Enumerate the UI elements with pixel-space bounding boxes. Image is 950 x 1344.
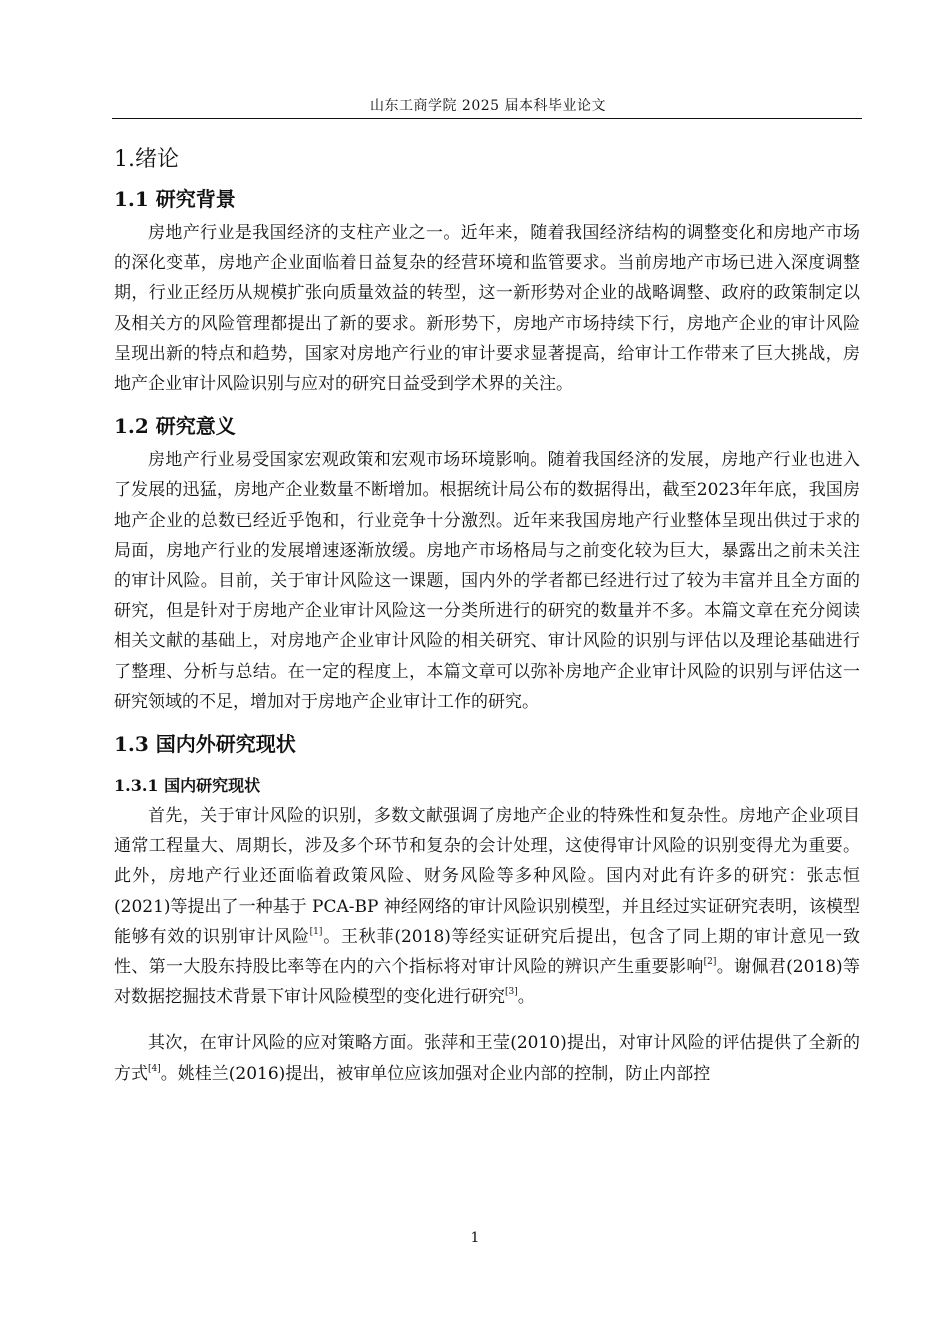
section-1-1-paragraph: 房地产行业是我国经济的支柱产业之一。近年来，随着我国经济结构的调整变化和房地产市场的深化变革，房地产企业面临着日益复杂的经营环境和监管要求。当前房地产市场已进入深度调整期，行业正经历从规模扩张向质量效益的转型，这一新形势对企业的战略调整、政府的政策制定以及相关方的风险管理都提出了新的要求。新形势下，房地产市场持续下行，房地产企业的审计风险呈现出新的特点和趋势，国家对房地产行业的审计要求显著提高，给审计工作带来了巨大挑战，房地产企业审计风险识别与应对的研究日益受到学术界的关注。 <box>114 223 860 395</box>
section-1-3-1-title: 1.3.1 国内研究现状 <box>114 776 261 796</box>
body-content <box>114 140 860 1089</box>
section-1-2-paragraph: 房地产行业易受国家宏观政策和宏观市场环境影响。随着我国经济的发展，房地产行业也进入了发展的迅猛，房地产企业数量不断增加。根据统计局公布的数据得出，截至2023年年底，我国房地产企业的总数已经近乎饱和，行业竞争十分激烈。近年来我国房地产行业整体呈现出供过于求的局面，房地产行业的发展增速逐渐放缓。房地产市场格局与之前变化较为巨大，暴露出之前未关注的审计风险。目前，关于审计风险这一课题，国内外的学者都已经进行过了较为丰富并且全方面的研究，但是针对于房地产企业审计风险这一分类所进行的研究的数量并不多。本篇文章在充分阅读相关文献的基础上，对房地产企业审计风险的相关研究、审计风险的识别与评估以及理论基础进行了整理、分析与总结。在一定的程度上，本篇文章可以弥补房地产企业审计风险的识别与评估这一研究领域的不足，增加对于房地产企业审计工作的研究。 <box>114 450 860 712</box>
citation-3[interactable]: [3] <box>505 987 518 998</box>
section-1-2-title: 1.2 研究意义 <box>114 414 236 439</box>
section-1-3-title: 1.3 国内外研究现状 <box>114 732 296 757</box>
chapter-title: 1.绪论 <box>114 147 179 172</box>
section-1-1-title: 1.1 研究背景 <box>114 187 236 211</box>
citation-2[interactable]: [2] <box>703 957 717 968</box>
section-1-3-1-paragraph-2: 其次，在审计风险的应对策略方面。张萍和王莹(2010)提出，对审计风险的评估提供了全新的方式[4]。姚桂兰(2016)提出，被审单位应该加强对企业内部的控制，防止内部控 <box>114 1033 860 1084</box>
header-rule <box>112 118 862 119</box>
page-number: 1 <box>470 1230 480 1246</box>
citation-4[interactable]: [4] <box>148 1063 161 1074</box>
citation-1[interactable]: [1] <box>309 926 323 937</box>
running-header: 山东工商学院 2025 届本科毕业论文 <box>369 98 607 114</box>
section-1-3-1-paragraph-1: 首先，关于审计风险的识别，多数文献强调了房地产企业的特殊性和复杂性。房地产企业项目通常工程量大、周期长，涉及多个环节和复杂的会计处理，这使得审计风险的识别变得尤为重要。此外，房地产行业还面临着政策风险、财务风险等多种风险。国内对此有许多的研究：张志恒(2021)等提出了一种基于 PCA-BP 神经网络的审计风险识别模型，并且经过实证研究表明，该模型能够有效的识别审计风险[1]。王秋菲(2018)等经实证研究后提出，包含了同上期的审计意见一致性、第一大股东持股比率等在内的六个指标将对审计风险的辨识产生重要影响[2]。谢佩君(2018)等对数据挖掘技术背景下审计风险模型的变化进行研究[3]。 <box>114 806 861 1008</box>
